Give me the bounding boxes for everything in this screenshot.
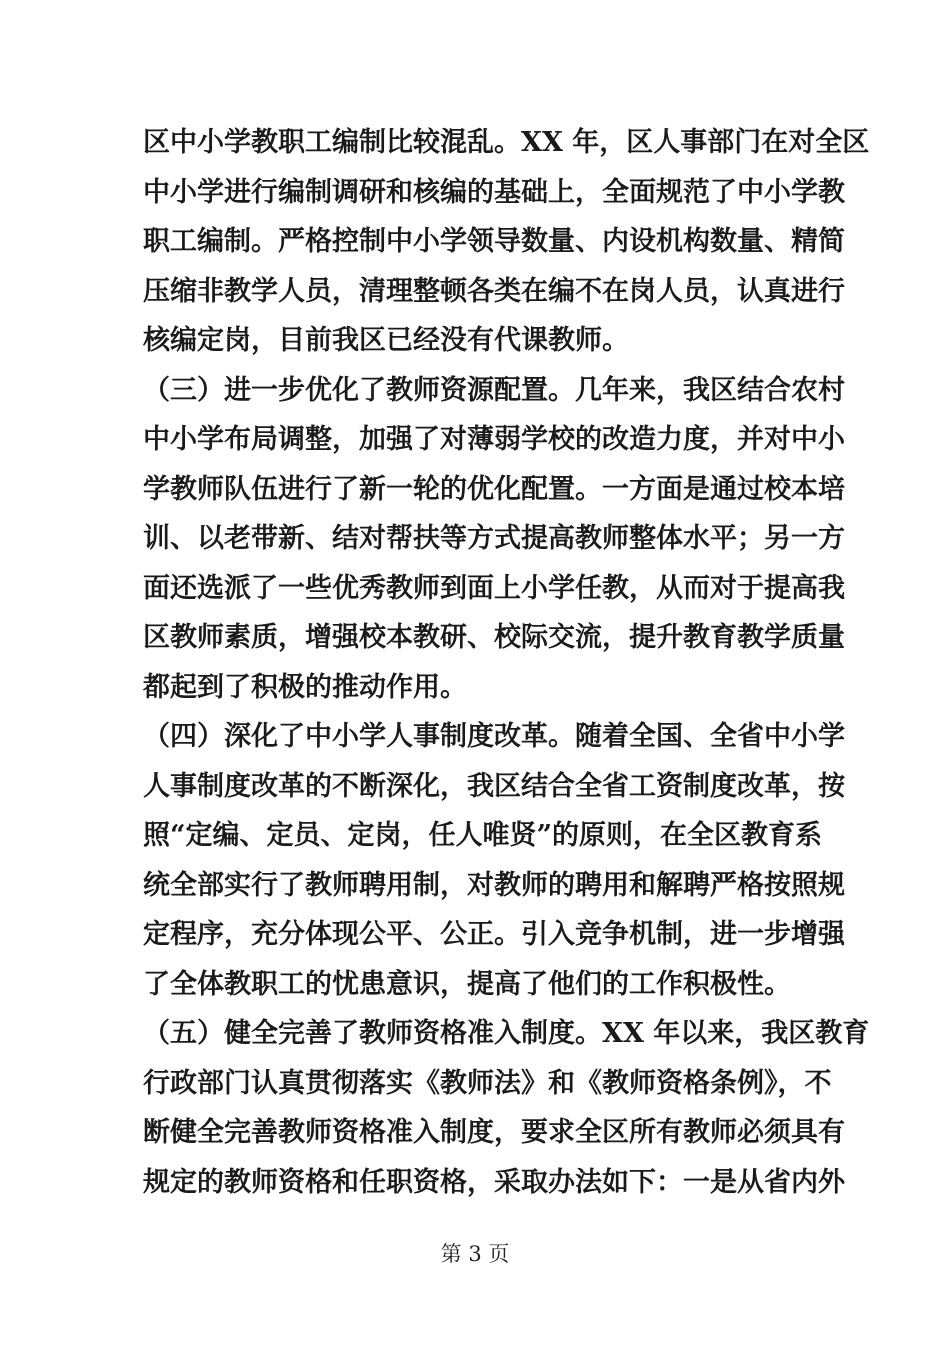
text-line: 压缩非教学人员，清理整顿各类在编不在岗人员，认真进行 — [143, 275, 845, 307]
text-line: （四）深化了中小学人事制度改革。随着全国、全省中小学 — [143, 721, 845, 752]
body-text — [143, 118, 870, 1207]
text-line: 都起到了积极的推动作用。 — [143, 671, 467, 703]
text-line: 统全部实行了教师聘用制，对教师的聘用和解聘严格按照规 — [143, 869, 845, 901]
text-line: 人事制度改革的不断深化，我区结合全省工资制度改革，按 — [143, 770, 845, 802]
page-number: 第 3 页 — [440, 1242, 510, 1266]
text-line: 了全体教职工的忧患意识，提高了他们的工作积极性。 — [143, 968, 791, 1000]
text-line: 训、以老带新、结对帮扶等方式提高教师整体水平；另一方 — [143, 523, 845, 554]
text-line: 区中小学教职工编制比较混乱。XX 年，区人事部门在对全区 — [143, 127, 870, 158]
text-line: 规定的教师资格和任职资格，采取办法如下：一是从省内外 — [143, 1166, 845, 1198]
text-line: （三）进一步优化了教师资源配置。几年来，我区结合农村 — [143, 374, 845, 406]
text-line: 中小学布局调整，加强了对薄弱学校的改造力度，并对中小 — [143, 424, 845, 455]
text-line: 核编定岗，目前我区已经没有代课教师。 — [143, 325, 629, 356]
text-line: （五）健全完善了教师资格准入制度。XX 年以来，我区教育 — [143, 1018, 870, 1049]
text-line: 区教师素质，增强校本教研、校际交流，提升教育教学质量 — [143, 622, 845, 653]
text-line: 职工编制。严格控制中小学领导数量、内设机构数量、精简 — [143, 226, 845, 257]
text-line: 面还选派了一些优秀教师到面上小学任教，从而对于提高我 — [143, 572, 845, 604]
text-line: 照“定编、定员、定岗，任人唯贤”的原则，在全区教育系 — [143, 820, 823, 851]
text-line: 中小学进行编制调研和核编的基础上，全面规范了中小学教 — [143, 176, 845, 208]
text-line: 定程序，充分体现公平、公正。引入竞争机制，进一步增强 — [143, 919, 845, 950]
text-line: 行政部门认真贯彻落实《教师法》和《教师资格条例》，不 — [143, 1067, 832, 1099]
text-line: 学教师队伍进行了新一轮的优化配置。一方面是通过校本培 — [143, 473, 845, 505]
text-line: 断健全完善教师资格准入制度，要求全区所有教师必须具有 — [143, 1117, 845, 1148]
